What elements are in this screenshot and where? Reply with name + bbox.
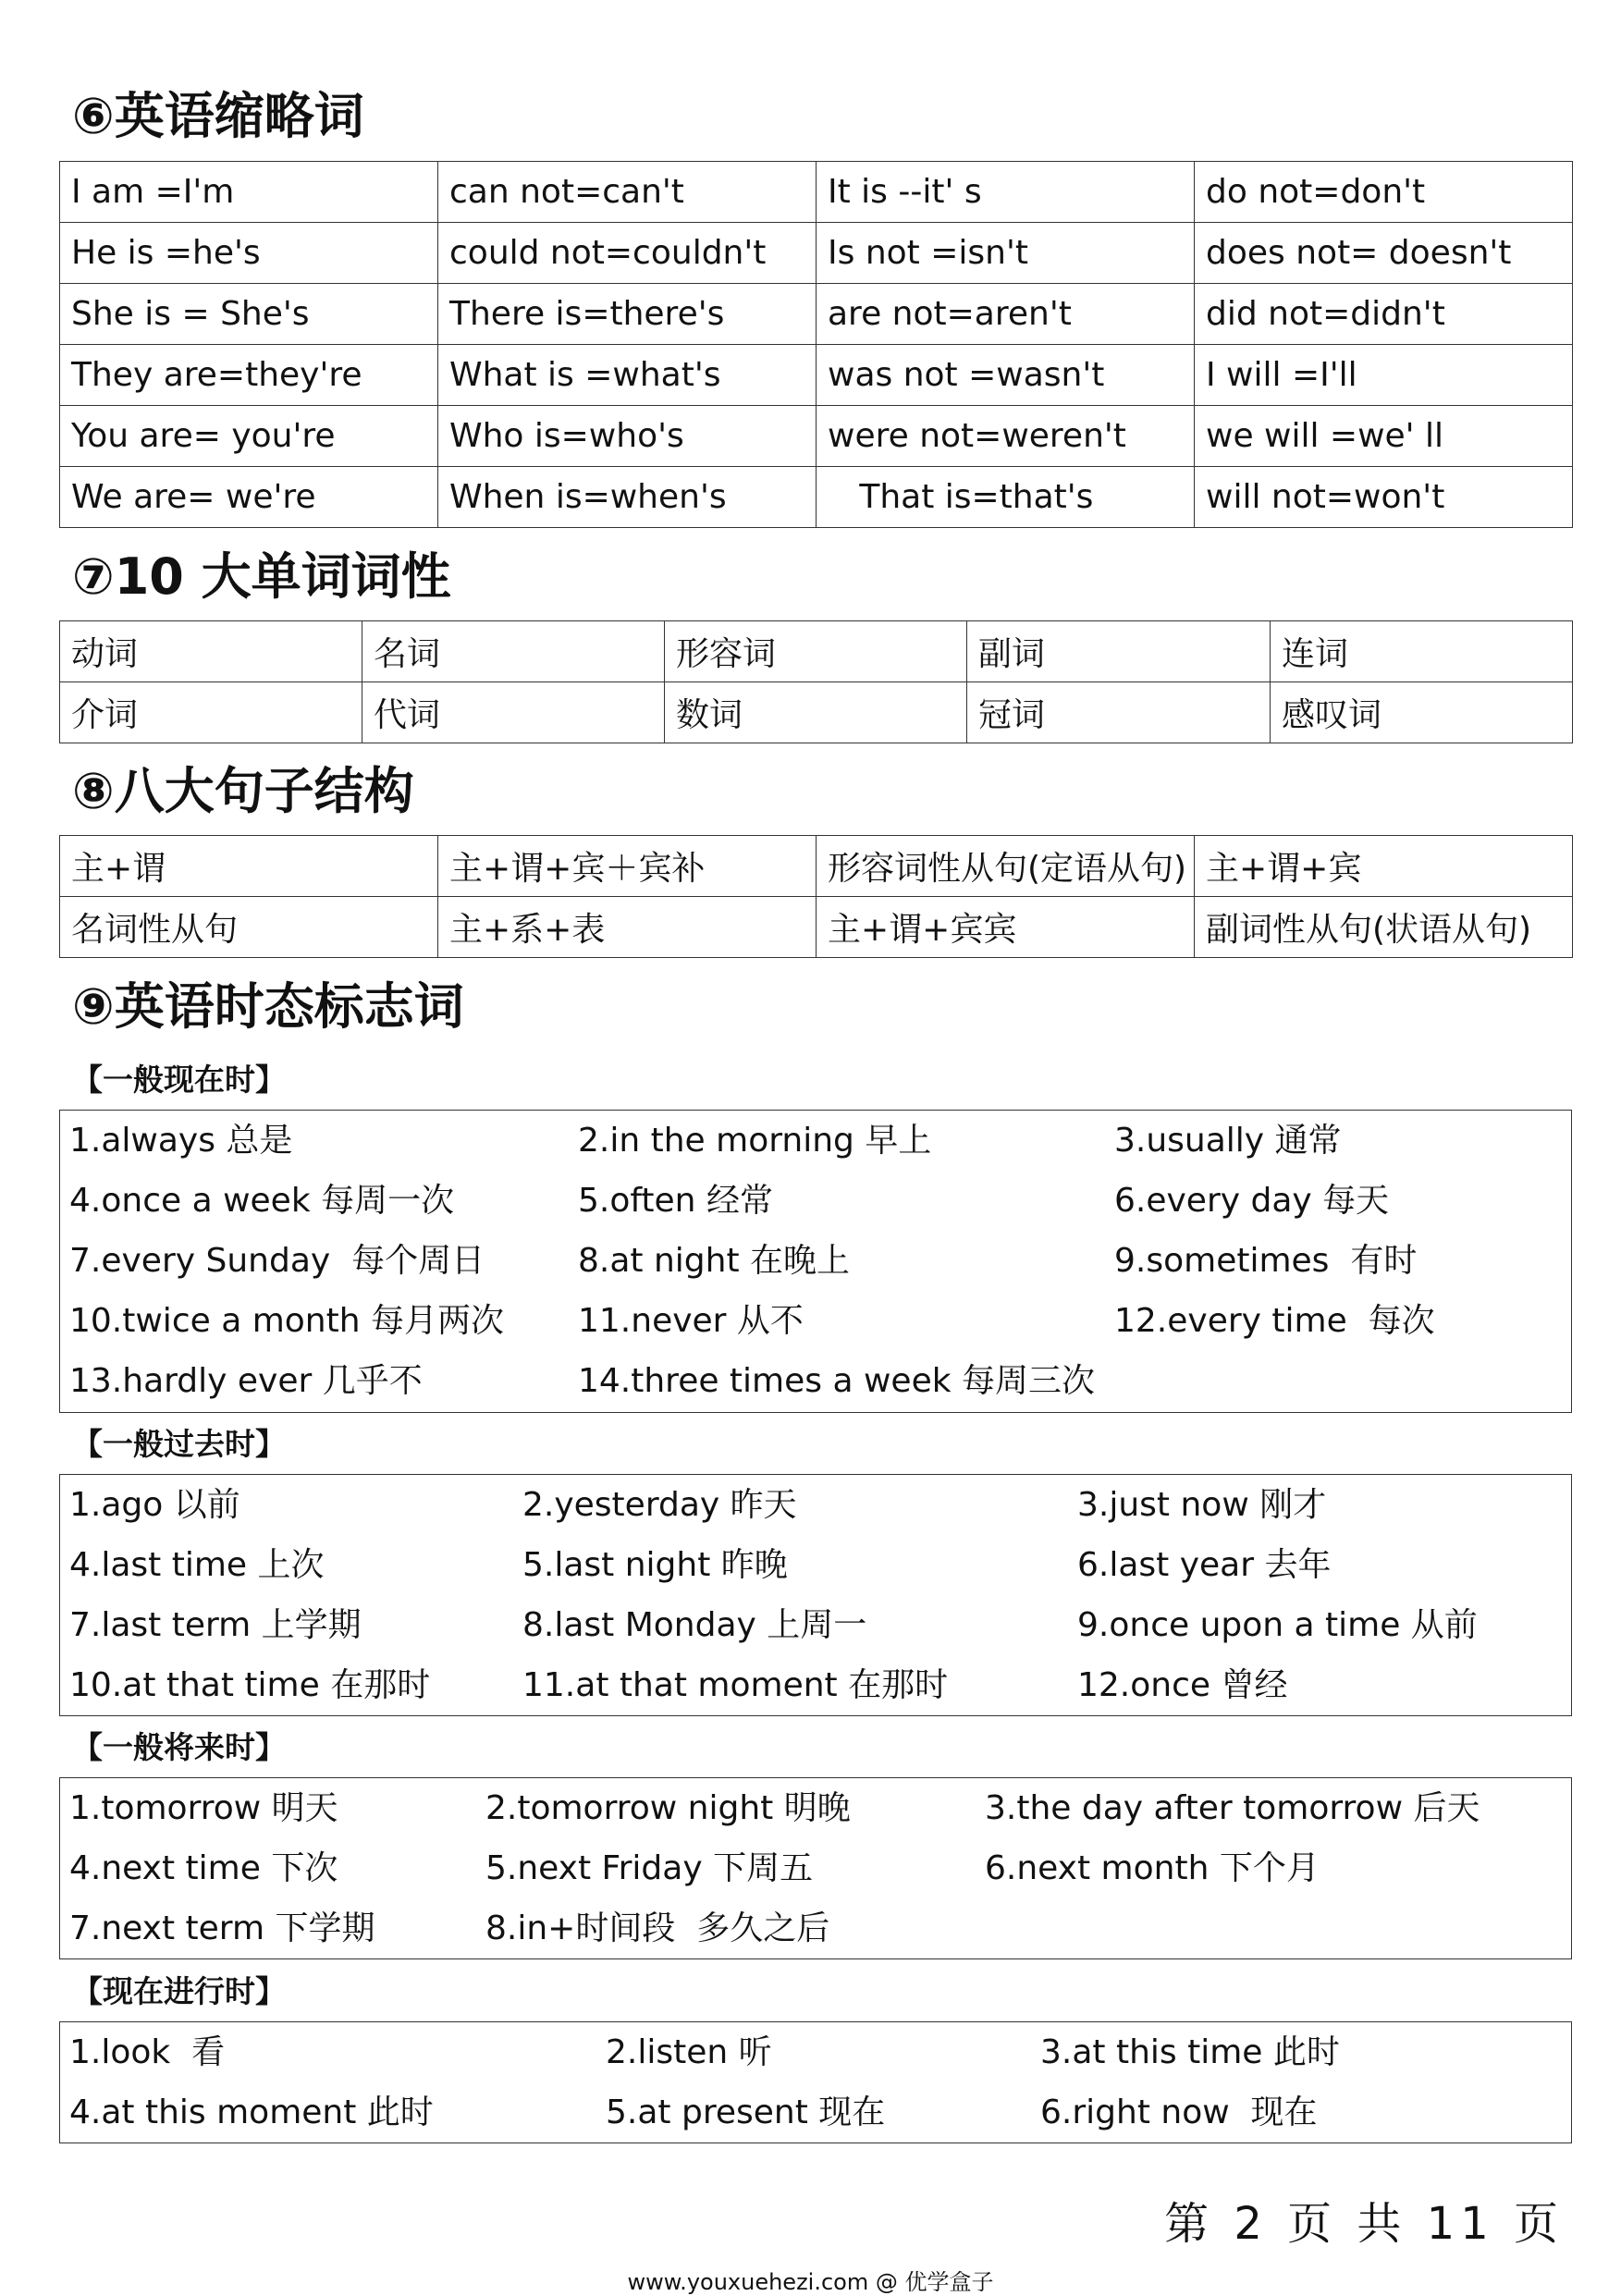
abbreviation-cell: When is=when's: [438, 467, 817, 528]
part-of-speech-cell: 介词: [60, 682, 362, 743]
present-continuous-item: 5.at present 现在: [606, 2093, 886, 2131]
abbreviation-cell: could not=couldn't: [438, 223, 817, 284]
part-of-speech-cell: 形容词: [665, 621, 967, 682]
abbreviation-cell: will not=won't: [1195, 467, 1573, 528]
sentence-structure-cell: 形容词性从句(定语从句): [817, 836, 1195, 897]
simple-present-item: 13.hardly ever 几乎不: [69, 1362, 423, 1400]
abbreviation-cell: She is = She's: [60, 284, 438, 345]
simple-future-item: 8.in+时间段 多久之后: [485, 1909, 830, 1947]
abbreviation-row: [60, 162, 1573, 223]
simple-past-row: [60, 1475, 1571, 1535]
sentence-structure-cell: 主+谓+宾＋宾补: [438, 836, 817, 897]
part-of-speech-cell: 连词: [1271, 621, 1573, 682]
sentence-structure-cell: 名词性从句: [60, 897, 438, 958]
simple-present-item: 1.always 总是: [69, 1122, 293, 1160]
sentence-structure-cell: 主+谓+宾: [1195, 836, 1573, 897]
simple-present-row: [60, 1351, 1571, 1411]
part-of-speech-cell: 数词: [665, 682, 967, 743]
abbreviation-cell: There is=there's: [438, 284, 817, 345]
simple-past-item: 7.last term 上学期: [69, 1606, 362, 1644]
simple-past-item: 12.once 曾经: [1077, 1666, 1288, 1704]
section-title-parts-of-speech: ⑦10 大单词词性: [72, 547, 451, 606]
abbreviation-cell: We are= we're: [60, 467, 438, 528]
abbreviation-row: [60, 284, 1573, 345]
simple-past-item: 3.just now 刚才: [1077, 1486, 1327, 1524]
label-present-continuous: 【现在进行时】: [72, 1973, 286, 2009]
abbreviation-cell: did not=didn't: [1195, 284, 1573, 345]
simple-present-row: [60, 1171, 1571, 1231]
sentence-structure-cell: 主+谓+宾宾: [817, 897, 1195, 958]
simple-future-item: 3.the day after tomorrow 后天: [985, 1789, 1480, 1827]
section-title-tense-markers: ⑨英语时态标志词: [72, 977, 464, 1036]
simple-present-item: 9.sometimes 有时: [1114, 1242, 1418, 1280]
simple-present-item: 5.often 经常: [578, 1182, 773, 1220]
simple-present-item: 11.never 从不: [578, 1302, 804, 1340]
simple-present-row: [60, 1231, 1571, 1291]
part-of-speech-cell: 动词: [60, 621, 362, 682]
simple-future-item: 2.tomorrow night 明晚: [485, 1789, 851, 1827]
simple-future-row: [60, 1838, 1571, 1898]
abbreviation-cell: I am =I'm: [60, 162, 438, 223]
simple-present-item: 3.usually 通常: [1114, 1122, 1342, 1160]
abbreviation-cell: were not=weren't: [817, 406, 1195, 467]
abbreviation-cell: It is --it' s: [817, 162, 1195, 223]
abbreviation-cell: Who is=who's: [438, 406, 817, 467]
present-continuous-item: 4.at this moment 此时: [69, 2093, 434, 2131]
present-continuous-item: 6.right now 现在: [1040, 2093, 1318, 2131]
part-of-speech-row: [60, 621, 1573, 682]
sentence-structures-table: [59, 835, 1573, 958]
sentence-structure-row: [60, 897, 1573, 958]
simple-present-item: 2.in the morning 早上: [578, 1122, 932, 1160]
present-continuous-box: [59, 2021, 1572, 2143]
abbreviation-cell: You are= you're: [60, 406, 438, 467]
abbreviation-cell: does not= doesn't: [1195, 223, 1573, 284]
simple-past-row: [60, 1535, 1571, 1595]
abbreviation-cell: What is =what's: [438, 345, 817, 406]
simple-past-item: 6.last year 去年: [1077, 1546, 1332, 1584]
simple-past-item: 4.last time 上次: [69, 1546, 325, 1584]
simple-present-item: 12.every time 每次: [1114, 1302, 1435, 1340]
simple-past-item: 11.at that moment 在那时: [522, 1666, 949, 1704]
simple-present-item: 10.twice a month 每月两次: [69, 1302, 504, 1340]
simple-future-item: 6.next month 下个月: [985, 1849, 1320, 1887]
part-of-speech-cell: 感叹词: [1271, 682, 1573, 743]
part-of-speech-cell: 代词: [362, 682, 665, 743]
part-of-speech-cell: 冠词: [967, 682, 1271, 743]
simple-future-row: [60, 1778, 1571, 1838]
page-number: 第 2 页 共 11 页: [1164, 2198, 1564, 2250]
abbreviation-cell: I will =I'll: [1195, 345, 1573, 406]
part-of-speech-cell: 副词: [967, 621, 1271, 682]
abbreviation-row: [60, 406, 1573, 467]
present-continuous-item: 1.look 看: [69, 2033, 226, 2071]
simple-future-item: 1.tomorrow 明天: [69, 1789, 338, 1827]
abbreviation-row: [60, 467, 1573, 528]
simple-past-row: [60, 1655, 1571, 1715]
present-continuous-item: 3.at this time 此时: [1040, 2033, 1340, 2071]
simple-present-item: 7.every Sunday 每个周日: [69, 1242, 485, 1280]
abbreviation-cell: are not=aren't: [817, 284, 1195, 345]
simple-future-box: [59, 1777, 1572, 1959]
simple-present-row: [60, 1291, 1571, 1351]
simple-present-item: 8.at night 在晚上: [578, 1242, 851, 1280]
present-continuous-row: [60, 2022, 1571, 2082]
abbreviations-table: [59, 161, 1573, 528]
site-watermark: www.youxuehezi.com @ 优学盒子: [627, 2269, 994, 2295]
simple-present-row: [60, 1111, 1571, 1171]
abbreviation-cell: That is=that's: [817, 467, 1195, 528]
simple-past-item: 1.ago 以前: [69, 1486, 240, 1524]
abbreviation-cell: They are=they're: [60, 345, 438, 406]
label-simple-present: 【一般现在时】: [72, 1062, 286, 1098]
abbreviation-cell: He is =he's: [60, 223, 438, 284]
simple-past-item: 8.last Monday 上周一: [522, 1606, 867, 1644]
simple-past-item: 10.at that time 在那时: [69, 1666, 431, 1704]
simple-past-item: 9.once upon a time 从前: [1077, 1606, 1478, 1644]
sentence-structure-cell: 主+系+表: [438, 897, 817, 958]
parts-of-speech-table: [59, 620, 1573, 743]
abbreviation-row: [60, 223, 1573, 284]
present-continuous-item: 2.listen 听: [606, 2033, 772, 2071]
sentence-structure-cell: 副词性从句(状语从句): [1195, 897, 1573, 958]
abbreviation-cell: do not=don't: [1195, 162, 1573, 223]
simple-past-item: 2.yesterday 昨天: [522, 1486, 797, 1524]
simple-future-item: 4.next time 下次: [69, 1849, 338, 1887]
simple-future-item: 5.next Friday 下周五: [485, 1849, 814, 1887]
simple-present-item: 14.three times a week 每周三次: [578, 1362, 1096, 1400]
simple-future-row: [60, 1898, 1571, 1958]
abbreviation-row: [60, 345, 1573, 406]
sentence-structure-cell: 主+谓: [60, 836, 438, 897]
simple-present-item: 4.once a week 每周一次: [69, 1182, 455, 1220]
simple-past-item: 5.last night 昨晚: [522, 1546, 788, 1584]
section-title-sentence-structures: ⑧八大句子结构: [72, 762, 414, 820]
sentence-structure-row: [60, 836, 1573, 897]
simple-present-box: [59, 1110, 1572, 1413]
part-of-speech-cell: 名词: [362, 621, 665, 682]
simple-present-item: 6.every day 每天: [1114, 1182, 1390, 1220]
simple-past-box: [59, 1474, 1572, 1716]
simple-past-row: [60, 1595, 1571, 1655]
section-title-abbreviations: ⑥英语缩略词: [72, 87, 364, 145]
present-continuous-row: [60, 2082, 1571, 2143]
abbreviation-cell: we will =we' ll: [1195, 406, 1573, 467]
label-simple-future: 【一般将来时】: [72, 1729, 286, 1765]
label-simple-past: 【一般过去时】: [72, 1426, 286, 1462]
simple-future-item: 7.next term 下学期: [69, 1909, 375, 1947]
abbreviation-cell: was not =wasn't: [817, 345, 1195, 406]
part-of-speech-row: [60, 682, 1573, 743]
abbreviation-cell: can not=can't: [438, 162, 817, 223]
abbreviation-cell: Is not =isn't: [817, 223, 1195, 284]
